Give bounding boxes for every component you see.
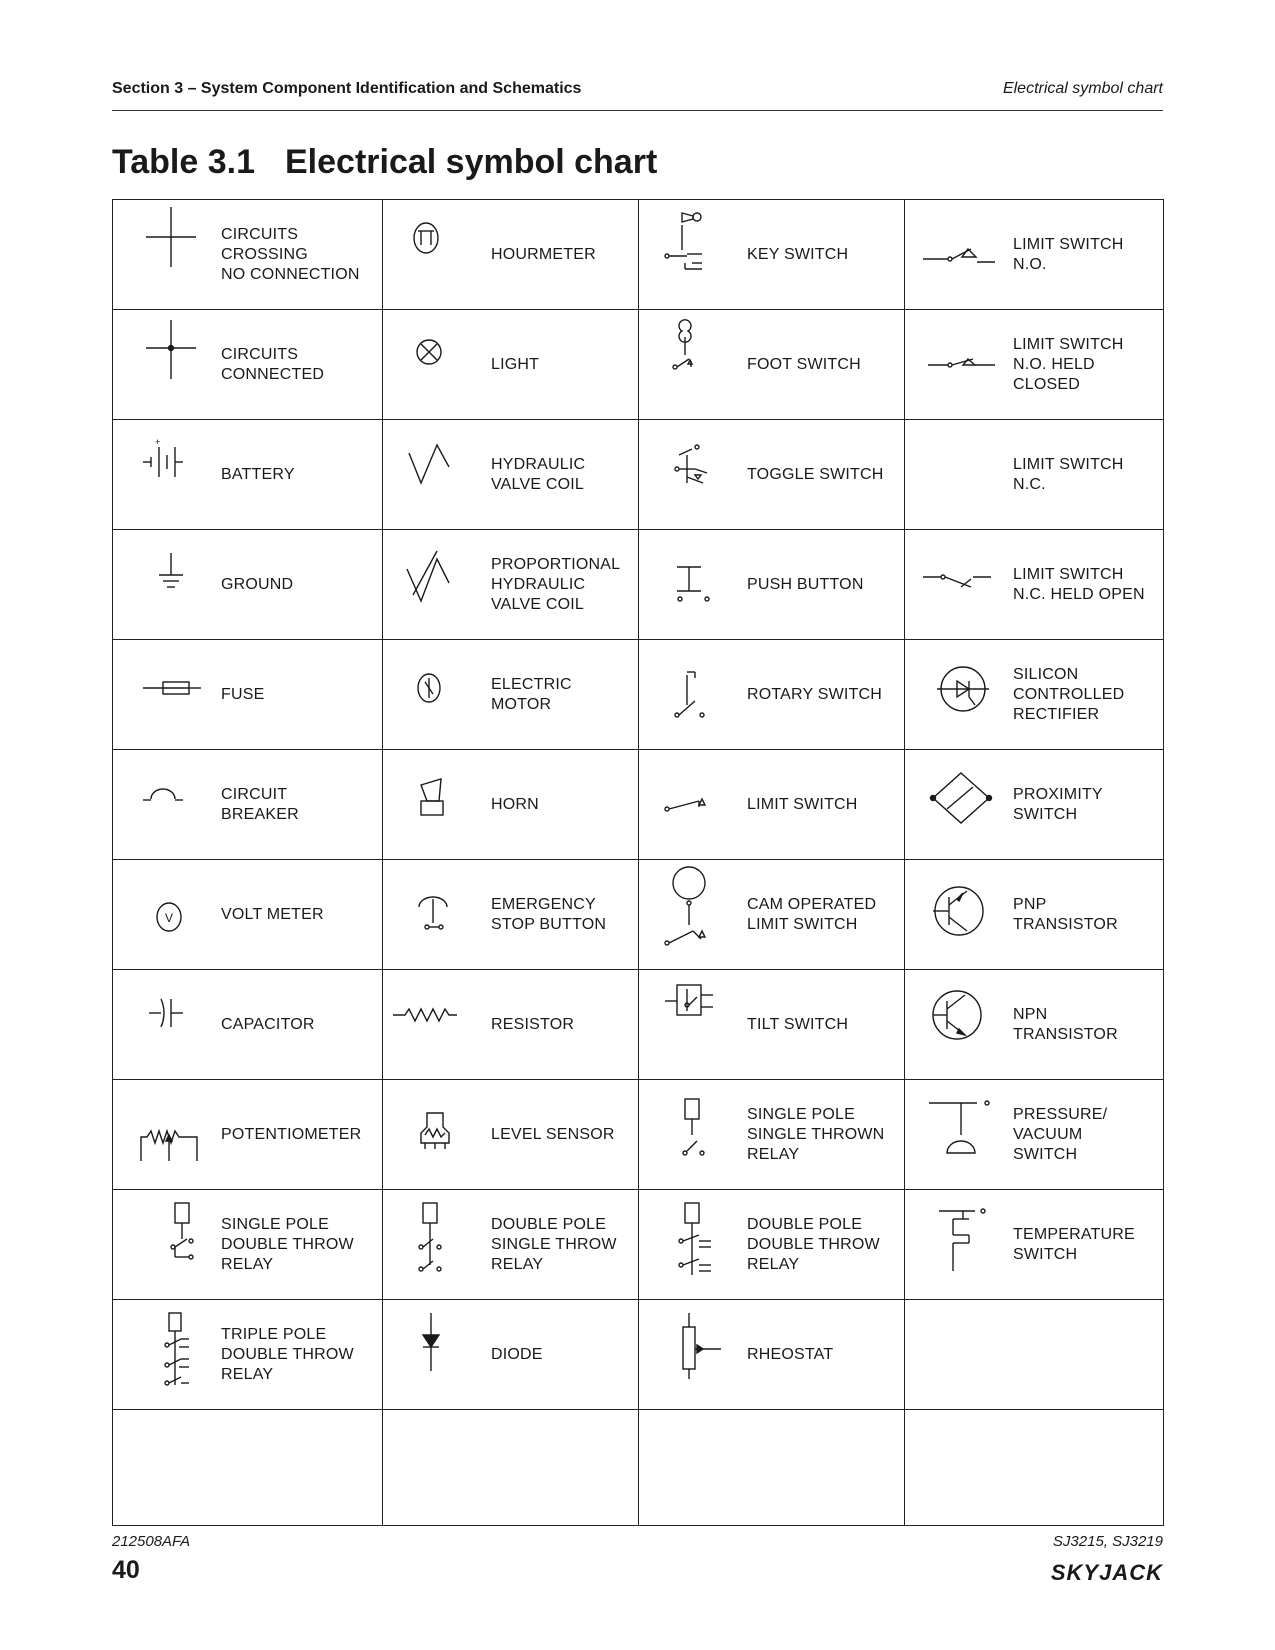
symbol-label: PUSH BUTTON: [747, 575, 864, 593]
symbol-cell: [639, 750, 905, 860]
fuse-icon: [121, 645, 221, 745]
empty-cell: [905, 1410, 1164, 1526]
symbol-label: TRIPLE POLE DOUBLE THROW RELAY: [221, 1325, 354, 1383]
emergency-stop-icon: [391, 865, 491, 965]
circuits-connected-icon: [121, 315, 221, 415]
symbol-cell: [383, 200, 639, 310]
symbol-cell: [113, 1080, 383, 1190]
symbol-cell: [383, 1080, 639, 1190]
diode-icon: [391, 1305, 491, 1405]
symbol-cell: [639, 420, 905, 530]
symbol-label: LIMIT SWITCH N.O.: [1013, 235, 1124, 273]
proximity-switch-icon: [913, 755, 1013, 855]
document-code: 212508AFA: [112, 1533, 191, 1550]
symbol-label: GROUND: [221, 575, 294, 593]
symbol-label: PRESSURE/ VACUUM SWITCH: [1013, 1105, 1108, 1163]
symbol-label: LIMIT SWITCH N.C. HELD OPEN: [1013, 565, 1145, 603]
symbol-label: HOURMETER: [491, 245, 596, 263]
symbol-cell: [639, 1300, 905, 1410]
symbol-cell: [639, 970, 905, 1080]
symbol-chart-table: [112, 199, 1164, 1526]
symbol-label: SINGLE POLE SINGLE THROWN RELAY: [747, 1105, 885, 1163]
brand-logo: SKYJACK: [1050, 1560, 1163, 1585]
symbol-cell: [113, 1300, 383, 1410]
symbol-cell: [113, 750, 383, 860]
symbol-cell: [905, 860, 1164, 970]
symbol-cell: [113, 200, 383, 310]
symbol-label: CIRCUITS CROSSING NO CONNECTION: [221, 225, 360, 283]
table-title: Electrical symbol chart: [285, 143, 658, 181]
symbol-cell: [113, 970, 383, 1080]
symbol-cell: [905, 970, 1164, 1080]
pressure-vacuum-switch-icon: [913, 1085, 1013, 1185]
symbol-label: TEMPERATURE SWITCH: [1013, 1225, 1135, 1263]
symbol-cell: [905, 200, 1164, 310]
header-rule: [112, 110, 1163, 111]
symbol-cell: [383, 750, 639, 860]
empty-cell: [639, 1410, 905, 1526]
rheostat-icon: [647, 1305, 747, 1405]
symbol-label: TOGGLE SWITCH: [747, 465, 884, 483]
dpdt-relay-icon: [647, 1195, 747, 1295]
symbol-label: POTENTIOMETER: [221, 1125, 362, 1143]
symbol-label: LEVEL SENSOR: [491, 1125, 615, 1143]
spdt-relay-icon: [121, 1195, 221, 1295]
page-title: [112, 143, 657, 182]
page-header-topic: Electrical symbol chart: [1002, 80, 1163, 97]
rotary-switch-icon: [647, 645, 747, 745]
symbol-label: DIODE: [491, 1345, 543, 1363]
electric-motor-icon: [391, 645, 491, 745]
npn-transistor-icon: [913, 975, 1013, 1075]
symbol-label: PNP TRANSISTOR: [1013, 895, 1118, 933]
empty-cell: [905, 1300, 1164, 1410]
cam-limit-switch-icon: [647, 865, 747, 965]
symbol-cell: [113, 1190, 383, 1300]
potentiometer-icon: [121, 1085, 221, 1185]
symbol-label: RHEOSTAT: [747, 1345, 834, 1363]
symbol-cell: [383, 1300, 639, 1410]
empty-cell: [383, 1410, 639, 1526]
symbol-cell: [905, 640, 1164, 750]
circuit-breaker-icon: [121, 755, 221, 855]
symbol-label: TILT SWITCH: [747, 1015, 849, 1033]
symbol-label: DOUBLE POLE DOUBLE THROW RELAY: [747, 1215, 880, 1273]
symbol-label: PROPORTIONAL HYDRAULIC VALVE COIL: [491, 555, 621, 613]
limit-switch-nc-icon: [913, 425, 1013, 525]
symbol-cell: [639, 860, 905, 970]
symbol-label: FOOT SWITCH: [747, 355, 861, 373]
symbol-cell: [383, 860, 639, 970]
battery-icon: [121, 425, 221, 525]
empty-cell: [113, 1410, 383, 1526]
light-icon: [391, 315, 491, 415]
symbol-cell: [113, 860, 383, 970]
symbol-label: ELECTRIC MOTOR: [491, 675, 572, 713]
symbol-label: LIMIT SWITCH N.C.: [1013, 455, 1124, 493]
model-numbers: SJ3215, SJ3219: [1052, 1533, 1163, 1550]
symbol-cell: [113, 310, 383, 420]
symbol-label: KEY SWITCH: [747, 245, 849, 263]
proportional-valve-coil-icon: [391, 535, 491, 635]
symbol-cell: [383, 970, 639, 1080]
table-number: Table 3.1: [112, 143, 255, 181]
spst-relay-icon: [647, 1085, 747, 1185]
symbol-label: CAPACITOR: [221, 1015, 315, 1033]
scr-icon: [913, 645, 1013, 745]
symbol-label: NPN TRANSISTOR: [1013, 1005, 1118, 1043]
symbol-cell: [905, 310, 1164, 420]
page-number: 40: [112, 1556, 140, 1584]
push-button-icon: [647, 535, 747, 635]
limit-switch-nc-held-open-icon: [913, 535, 1013, 635]
svg-text:+: +: [155, 437, 161, 447]
symbol-label: FUSE: [221, 685, 265, 703]
symbol-cell: [639, 1080, 905, 1190]
symbol-cell: [383, 1190, 639, 1300]
symbol-cell: [639, 1190, 905, 1300]
symbol-cell: [639, 640, 905, 750]
symbol-label: RESISTOR: [491, 1015, 575, 1033]
symbol-label: LIMIT SWITCH: [747, 795, 858, 813]
circuits-crossing-icon: [121, 205, 221, 305]
symbol-label: EMERGENCY STOP BUTTON: [491, 895, 607, 933]
symbol-cell: [905, 1190, 1164, 1300]
volt-meter-icon: [121, 865, 221, 965]
symbol-cell: [905, 750, 1164, 860]
symbol-cell: [905, 530, 1164, 640]
pnp-transistor-icon: [913, 865, 1013, 965]
symbol-cell: [905, 420, 1164, 530]
symbol-cell: [113, 420, 383, 530]
symbol-cell: [383, 640, 639, 750]
symbol-label: HYDRAULIC VALVE COIL: [491, 455, 586, 493]
symbol-label: HORN: [491, 795, 539, 813]
symbol-cell: [639, 310, 905, 420]
symbol-cell: [383, 310, 639, 420]
hourmeter-icon: [391, 205, 491, 305]
symbol-label: ROTARY SWITCH: [747, 685, 883, 703]
tpdt-relay-icon: [121, 1305, 221, 1405]
symbol-label: BATTERY: [221, 465, 295, 483]
symbol-label: LIMIT SWITCH N.O. HELD CLOSED: [1013, 335, 1124, 393]
symbol-cell: [113, 530, 383, 640]
symbol-label: PROXIMITY SWITCH: [1013, 785, 1103, 823]
symbol-cell: [905, 1080, 1164, 1190]
foot-switch-icon: [647, 315, 747, 415]
tilt-switch-icon: [647, 975, 747, 1075]
symbol-label: SILICON CONTROLLED RECTIFIER: [1013, 665, 1125, 723]
symbol-label: LIGHT: [491, 355, 540, 373]
temperature-switch-icon: [913, 1195, 1013, 1295]
limit-switch-no-held-closed-icon: [913, 315, 1013, 415]
ground-icon: [121, 535, 221, 635]
symbol-label: DOUBLE POLE SINGLE THROW RELAY: [491, 1215, 617, 1273]
capacitor-icon: [121, 975, 221, 1075]
page-header-section: Section 3 – System Component Identification and Schematics: [112, 80, 582, 97]
symbol-cell: [639, 200, 905, 310]
symbol-label: CAM OPERATED LIMIT SWITCH: [747, 895, 877, 933]
resistor-icon: [391, 975, 491, 1075]
symbol-label: CIRCUIT BREAKER: [221, 785, 299, 823]
toggle-switch-icon: [647, 425, 747, 525]
symbol-label: SINGLE POLE DOUBLE THROW RELAY: [221, 1215, 354, 1273]
level-sensor-icon: [391, 1085, 491, 1185]
hydraulic-valve-coil-icon: [391, 425, 491, 525]
horn-icon: [391, 755, 491, 855]
limit-switch-no-icon: [913, 205, 1013, 305]
svg-text:V: V: [165, 911, 174, 925]
symbol-cell: [639, 530, 905, 640]
symbol-label: CIRCUITS CONNECTED: [221, 345, 325, 383]
symbol-cell: [113, 640, 383, 750]
symbol-cell: [383, 530, 639, 640]
key-switch-icon: [647, 205, 747, 305]
symbol-cell: [383, 420, 639, 530]
dpst-relay-icon: [391, 1195, 491, 1295]
limit-switch-icon: [647, 755, 747, 855]
symbol-label: VOLT METER: [221, 905, 324, 923]
